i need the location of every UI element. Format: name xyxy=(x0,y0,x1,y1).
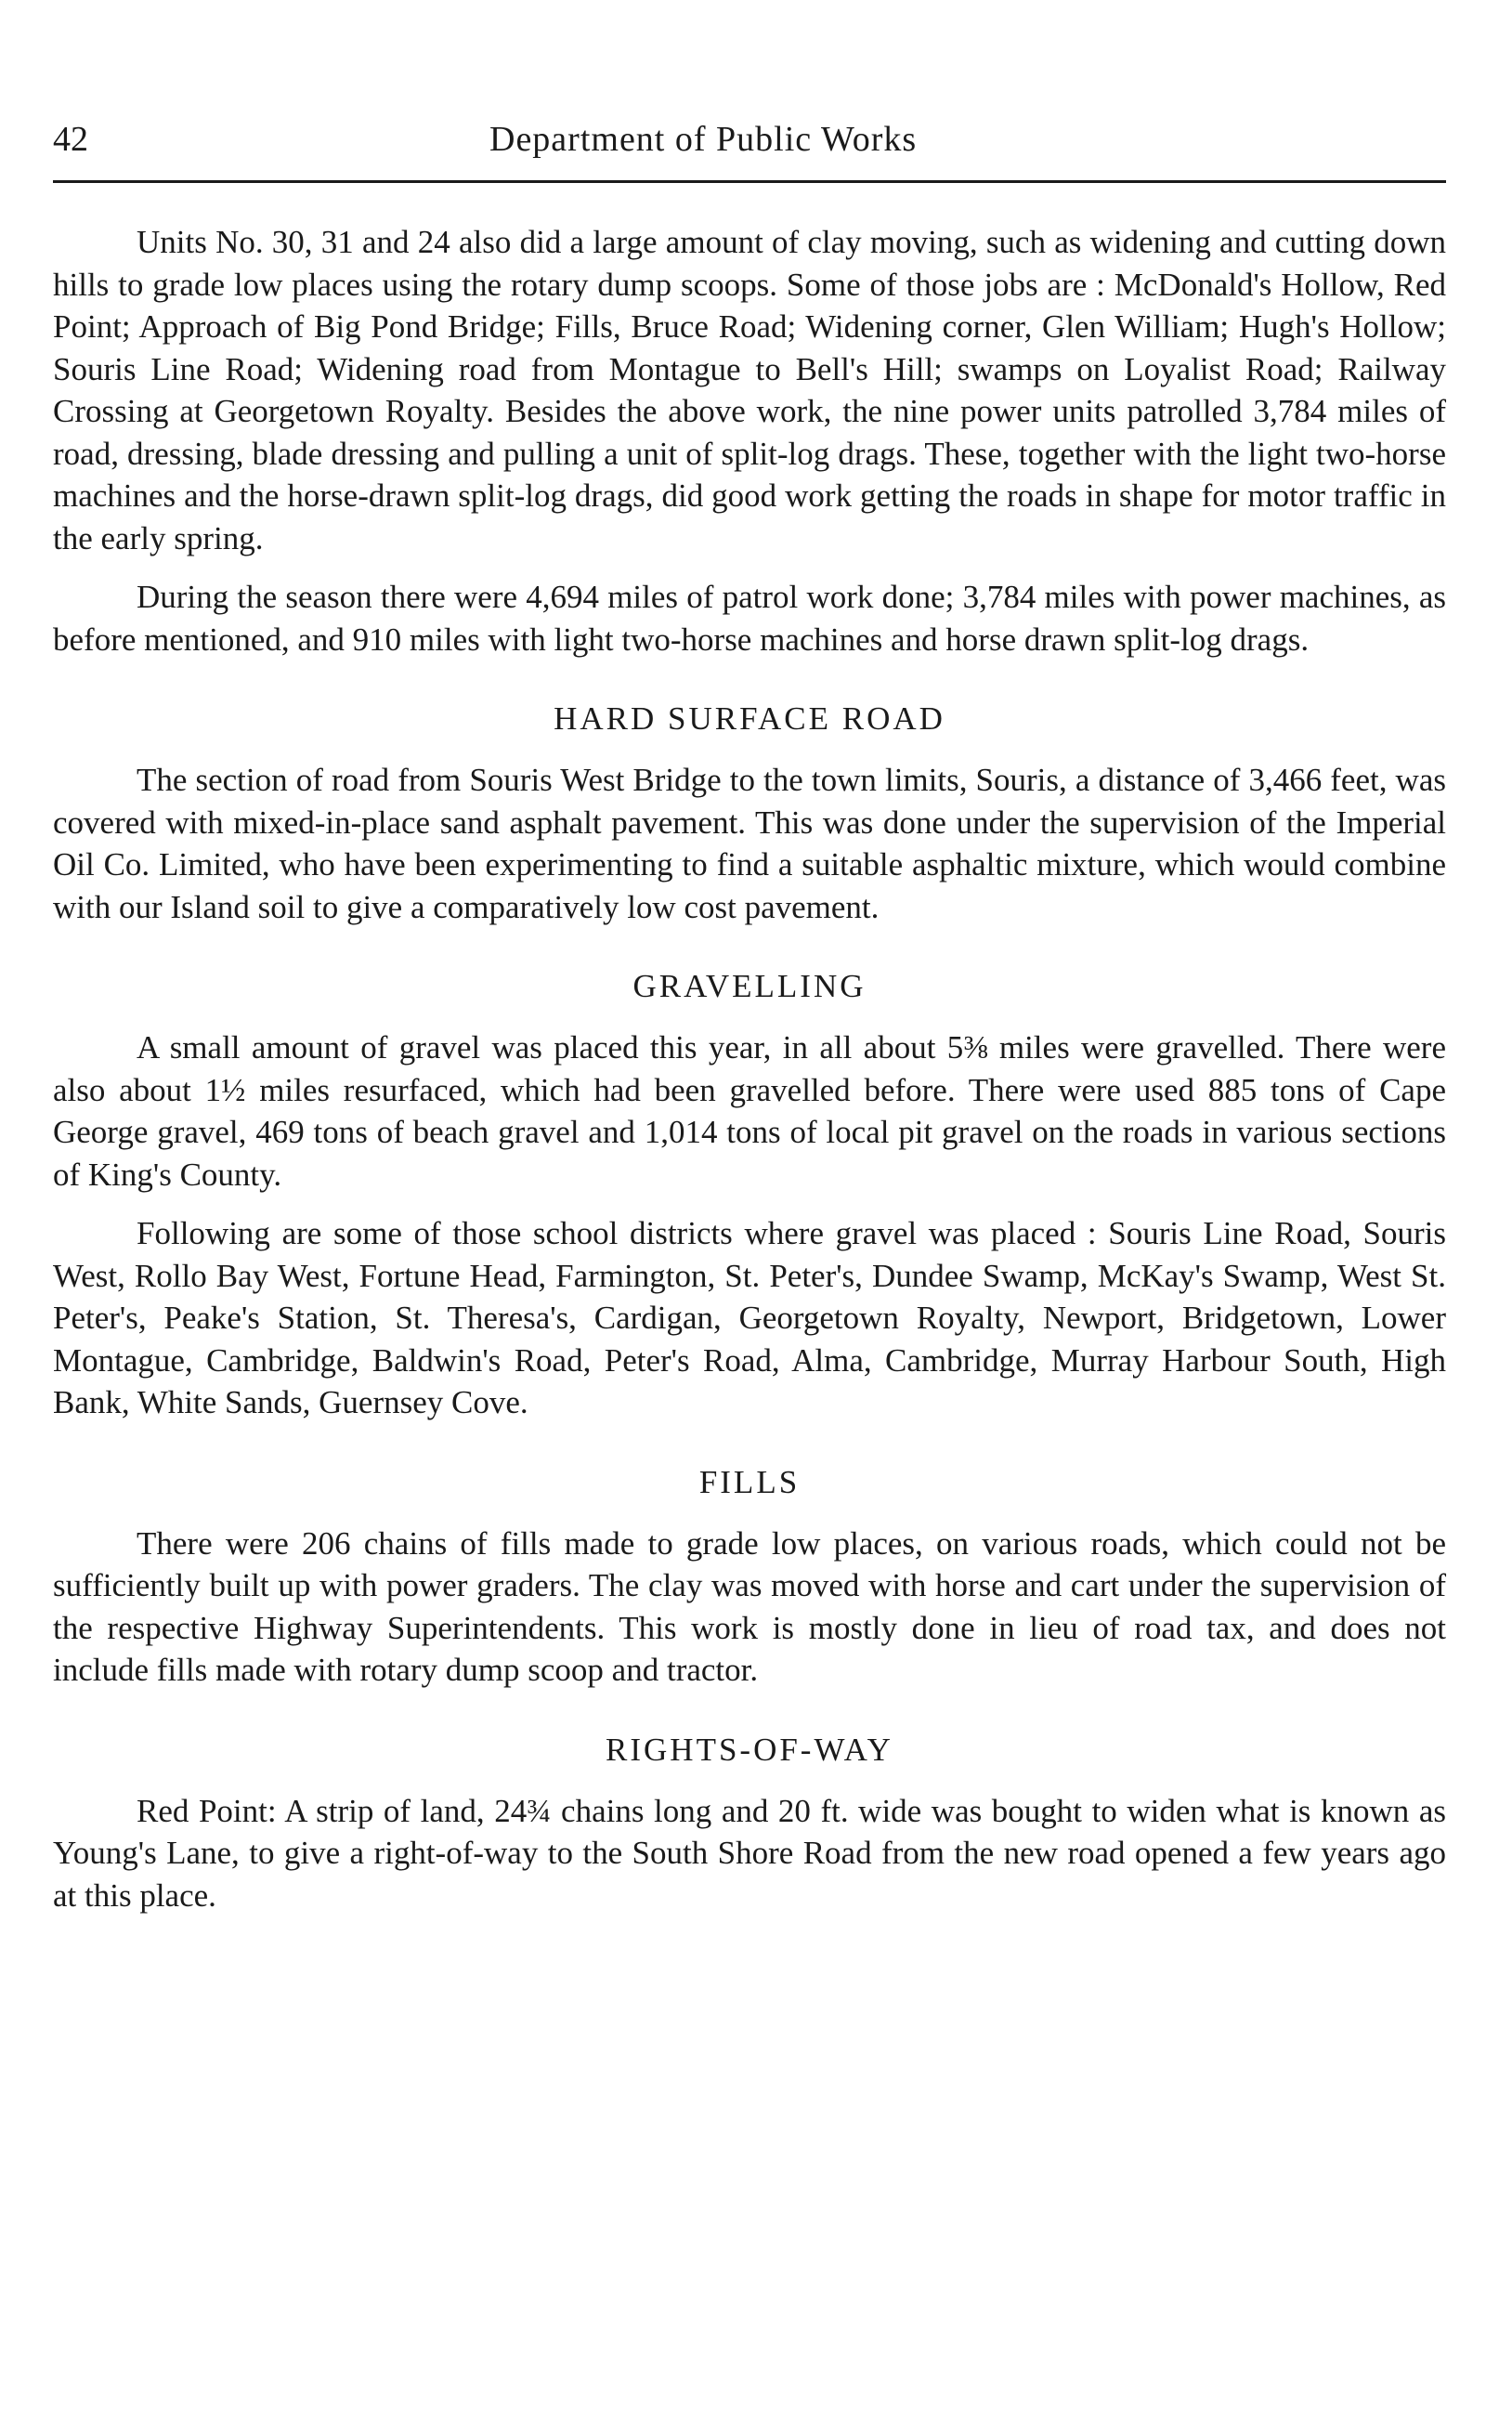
paragraph: There were 206 chains of fills made to grade low places, on various roads, which could not be sufficiently built up with power graders. The clay was moved with horse and cart under the supervision of the respective Highway Superintendents. This work is mostly done in lieu of road tax, and does not include fills made with rotary dump scoop and tractor. xyxy=(53,1524,1446,1688)
section-heading-hard-surface-road: HARD SURFACE ROAD xyxy=(554,700,945,737)
paragraph: During the season there were 4,694 miles of patrol work done; 3,784 miles with power machines, as before mentioned, and 910 miles with light two-horse machines and horse drawn split-log drags. xyxy=(53,579,1446,658)
page-number: 42 xyxy=(53,120,88,159)
paragraph: A small amount of gravel was placed this year, in all about 5⅜ miles were gravelled. There were also about 1½ miles resurfaced, which had been gravelled before. There were used 885 tons of Cape George gravel, 469 tons of beach gravel and 1,014 tons of local pit gravel on the roads in various sections of King's County. xyxy=(53,1029,1446,1193)
paragraph: Units No. 30, 31 and 24 also did a large amount of clay moving, such as widening and cutting down hills to grade low places using the rotary dump scoops. Some of those jobs are : McDonald's Hollow, Red Point; Approach of Big Pond Bridge; Fills, Bruce Road; Widening corner, Glen William; Hugh's Hollow; Souris Line Road; Widening road from Montague to Bell's Hill; swamps on Loyalist Road; Railway Crossing at Georgetown Royalty. Besides the above work, the nine power units patrolled 3,784 miles of road, dressing, blade dressing and pulling a unit of split-log drags. These, together with the light two-horse machines and the horse-drawn split-log drags, did good work getting the roads in shape for motor traffic in the early spring. xyxy=(53,224,1446,556)
section-heading-gravelling: GRAVELLING xyxy=(632,968,867,1004)
paragraph: Red Point: A strip of land, 24¾ chains long and 20 ft. wide was bought to widen what is known as Young's Lane, to give a right-of-way to the South Shore Road from the new road opened a few years ago at this place. xyxy=(53,1792,1446,1914)
paragraph: The section of road from Souris West Bridge to the town limits, Souris, a distance of 3,466 feet, was covered with mixed-in-place sand asphalt pavement. This was done under the supervision of the Imperial Oil Co. Limited, who have been experimenting to find a suitable asphaltic mixture, which would combine with our Island soil to give a comparatively low cost pavement. xyxy=(53,762,1446,925)
body-text xyxy=(53,221,1446,1916)
header-rule xyxy=(53,180,1446,183)
section-heading-rights-of-way: RIGHTS-OF-WAY xyxy=(606,1731,893,1768)
running-title: Department of Public Works xyxy=(489,120,918,159)
section-heading-fills: FILLS xyxy=(698,1463,801,1500)
page-header xyxy=(53,119,1446,175)
paragraph: Following are some of those school districts where gravel was placed : Souris Line Road, Souris West, Rollo Bay West, Fortune Head, Farmington, St. Peter's, Dundee Swamp, McKay's Swamp, West St. Peter's, Peake's Station, St. Theresa's, Cardigan, Georgetown Royalty, Newport, Bridgetown, Lower Montague, Cambridge, Baldwin's Road, Peter's Road, Alma, Cambridge, Murray Harbour South, High Bank, White Sands, Guernsey Cove. xyxy=(53,1215,1446,1420)
